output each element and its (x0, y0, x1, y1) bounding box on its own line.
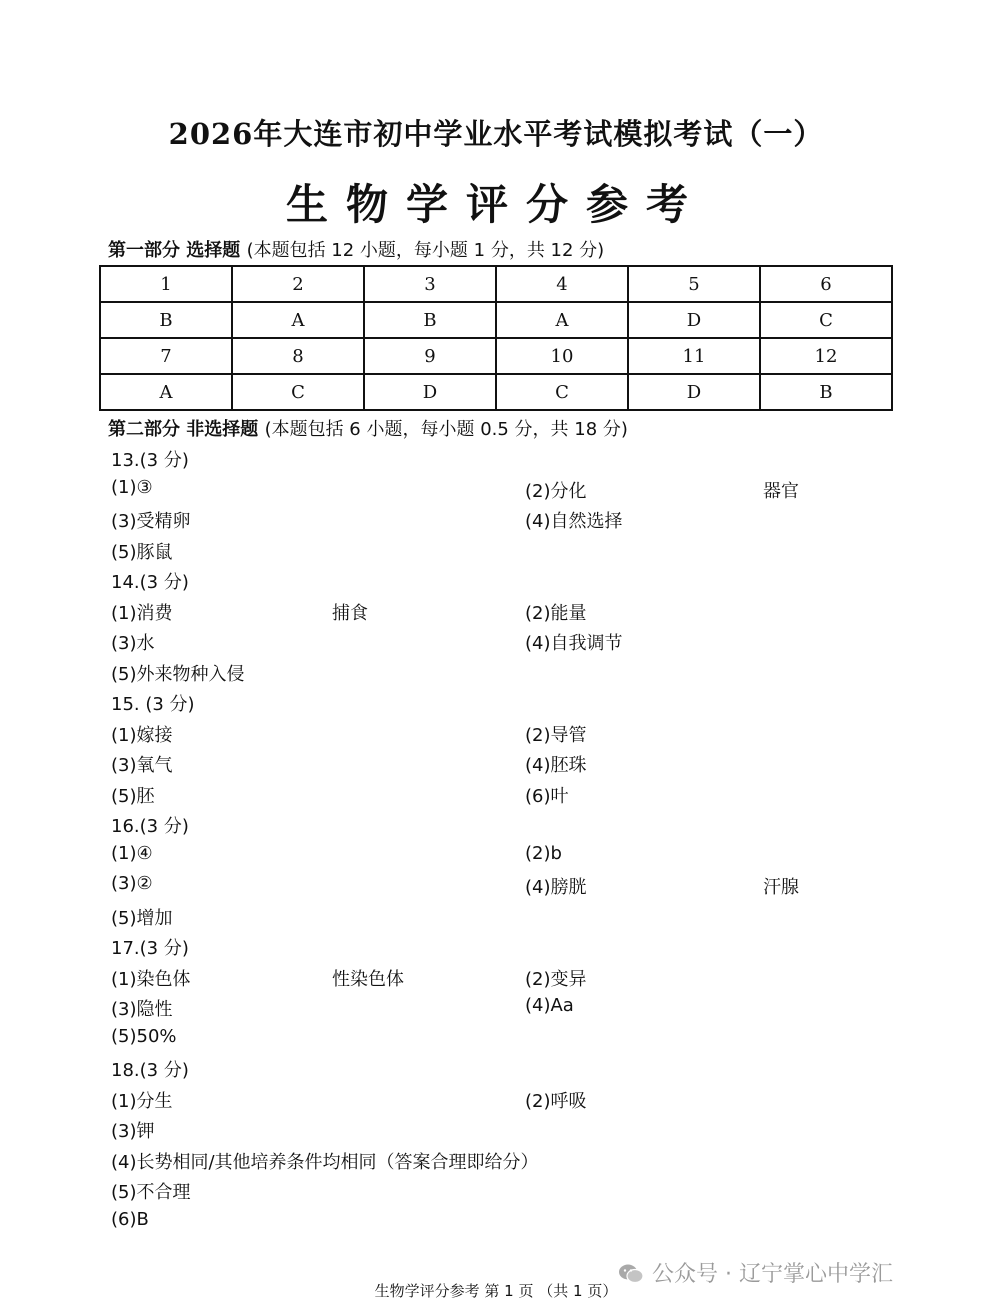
answer-text: (1)分生 (111, 1090, 173, 1112)
answer-text: (3)隐性 (111, 999, 173, 1020)
answer-text: (3)钾 (111, 1121, 155, 1142)
question-number-cell: 4 (496, 266, 628, 302)
answer-text: (6)B (111, 1208, 149, 1230)
answer-cell: B (100, 302, 232, 338)
part1-heading (108, 236, 604, 262)
answer-text: (4)膀胱 (525, 877, 587, 898)
answer-cell: B (364, 302, 496, 338)
answer-text: (5)50% (111, 1025, 177, 1047)
answer-text: (3)受精卵 (111, 511, 191, 532)
answer-cell: D (628, 374, 760, 410)
question-number-cell: 1 (100, 266, 232, 302)
answer-text: 捕食 (332, 602, 368, 624)
answer-text: (5)豚鼠 (111, 541, 173, 563)
part1-heading-note: (本题包括 12 小题，每小题 1 分，共 12 分) (246, 240, 605, 261)
answer-cell: C (496, 374, 628, 410)
watermark (618, 1257, 893, 1288)
question-number-cell: 7 (100, 338, 232, 374)
wechat-icon (618, 1263, 644, 1285)
answer-cell: C (760, 302, 892, 338)
part1-heading-label: 第一部分 选择题 (108, 240, 241, 261)
watermark-text: 公众号 · 辽宁掌心中学汇 (652, 1262, 893, 1287)
question-number-cell: 8 (232, 338, 364, 374)
answer-text: (2)呼吸 (525, 1090, 587, 1112)
question-heading: 13.(3 分) (111, 450, 189, 471)
part2-heading (108, 415, 628, 441)
exam-title: 2026年大连市初中学业水平考试模拟考试（一） (168, 117, 824, 151)
answer-text: (4)自我调节 (525, 633, 623, 654)
answer-text: (1)④ (111, 842, 153, 864)
answer-text: (3)氧气 (111, 755, 173, 776)
answer-text: (5)增加 (111, 907, 173, 929)
answer-cell: A (496, 302, 628, 338)
question-heading: 16.(3 分) (111, 816, 189, 837)
question-number-row (100, 266, 892, 302)
document-subtitle: 生物学评分参考 (285, 180, 706, 229)
answer-text: (5)胚 (111, 785, 155, 807)
answer-text: (4)自然选择 (525, 511, 623, 532)
answer-text: (3)② (111, 873, 153, 894)
part2-heading-note: (本题包括 6 小题，每小题 0.5 分，共 18 分) (264, 419, 628, 440)
answer-text: (4)Aa (525, 995, 574, 1016)
page-footer: 生物学评分参考 第 1 页 （共 1 页） (374, 1282, 618, 1300)
answer-cell: A (100, 374, 232, 410)
answer-text: (2)导管 (525, 724, 587, 746)
question-number-cell: 2 (232, 266, 364, 302)
question-number-row (100, 338, 892, 374)
question-number-cell: 6 (760, 266, 892, 302)
answer-text: (4)长势相同/其他培养条件均相同（答案合理即给分） (111, 1151, 539, 1173)
question-heading: 15. (3 分) (111, 694, 195, 715)
answer-text: (1)染色体 (111, 968, 191, 990)
answer-cell: B (760, 374, 892, 410)
question-number-cell: 12 (760, 338, 892, 374)
answer-row (100, 302, 892, 338)
answer-text: (5)不合理 (111, 1182, 191, 1203)
answer-text: (2)能量 (525, 602, 587, 624)
answer-cell: D (628, 302, 760, 338)
answer-text: 器官 (763, 480, 799, 502)
question-heading: 17.(3 分) (111, 938, 189, 959)
answer-text: (2)分化 (525, 480, 587, 502)
answer-row (100, 374, 892, 410)
answer-table (99, 265, 893, 411)
question-heading: 18.(3 分) (111, 1060, 189, 1081)
part2-heading-label: 第二部分 非选择题 (108, 419, 259, 440)
question-number-cell: 11 (628, 338, 760, 374)
answer-text: (1)消费 (111, 602, 173, 624)
answer-text: 性染色体 (332, 968, 404, 990)
answer-text: (4)胚珠 (525, 755, 587, 776)
answer-text: 汗腺 (763, 877, 799, 898)
answer-text: (6)叶 (525, 785, 569, 807)
question-heading: 14.(3 分) (111, 572, 189, 593)
answer-cell: A (232, 302, 364, 338)
question-number-cell: 10 (496, 338, 628, 374)
question-number-cell: 9 (364, 338, 496, 374)
answer-text: (5)外来物种入侵 (111, 663, 245, 685)
question-number-cell: 5 (628, 266, 760, 302)
answer-text: (1)③ (111, 476, 153, 498)
question-number-cell: 3 (364, 266, 496, 302)
answer-text: (1)嫁接 (111, 724, 173, 746)
answer-cell: C (232, 374, 364, 410)
answer-cell: D (364, 374, 496, 410)
answer-text: (3)水 (111, 633, 155, 654)
answer-text: (2)b (525, 842, 562, 864)
answer-text: (2)变异 (525, 968, 587, 990)
